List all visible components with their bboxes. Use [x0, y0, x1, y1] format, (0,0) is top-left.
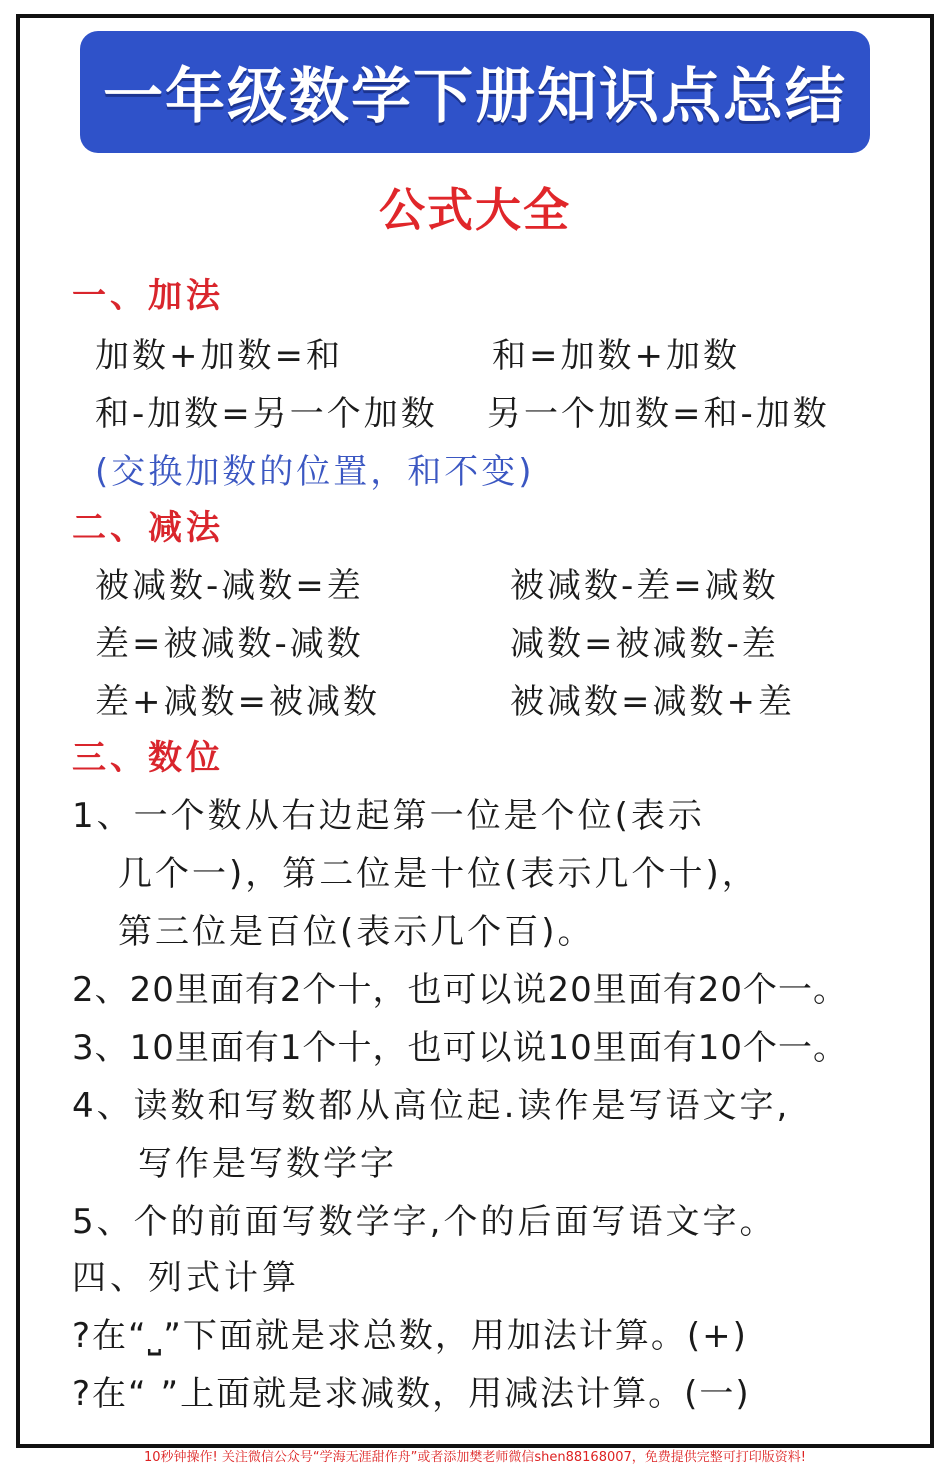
formula: 另一个加数=和-加数: [487, 394, 830, 434]
formula: 加数+加数=和: [95, 336, 343, 376]
list-item: 4、读数和写数都从高位起.读作是写语文字,: [72, 1086, 791, 1126]
list-item: 3、10里面有1个十，也可以说10里面有10个一。: [72, 1028, 849, 1068]
section-heading-calculation: 四、列式计算: [72, 1258, 300, 1298]
section-heading-subtraction: 二、减法: [72, 508, 224, 548]
formula: 差+减数=被减数: [95, 682, 380, 722]
list-item: 2、20里面有2个十，也可以说20里面有20个一。: [72, 970, 849, 1010]
footer-note: 10秒钟操作! 关注微信公众号“学海无涯甜作舟”或者添加樊老师微信shen88168007，免费提供完整可打印版资料!: [144, 1450, 806, 1465]
formula: 和=加数+加数: [492, 336, 740, 376]
list-item: 几个一)，第二位是十位(表示几个十)，: [118, 854, 759, 894]
list-item: 1、一个数从右边起第一位是个位(表示: [72, 796, 705, 836]
formula: 被减数-减数=差: [95, 566, 364, 606]
calculation-rule: ?在“ ”上面就是求减数，用减法计算。(一): [72, 1374, 751, 1414]
formula: 被减数-差=减数: [510, 566, 779, 606]
formula: 减数=被减数-差: [510, 624, 779, 664]
list-item: 写作是写数学字: [138, 1144, 397, 1184]
formula: 差=被减数-减数: [95, 624, 364, 664]
formula: 被减数=减数+差: [510, 682, 795, 722]
page-title: 一年级数学下册知识点总结: [103, 62, 847, 132]
list-item: 第三位是百位(表示几个百)。: [118, 912, 595, 952]
title-banner: [80, 31, 870, 153]
calculation-rule: ?在“⎵”下面就是求总数，用加法计算。(+): [72, 1316, 748, 1356]
section-heading-place-value: 三、数位: [72, 738, 224, 778]
formula: 和-加数=另一个加数: [95, 394, 438, 434]
section-heading-addition: 一、加法: [72, 276, 224, 316]
list-item: 5、个的前面写数学字,个的后面写语文字。: [72, 1202, 777, 1242]
subtitle: 公式大全: [379, 183, 571, 237]
addition-note: (交换加数的位置，和不变): [95, 452, 535, 492]
